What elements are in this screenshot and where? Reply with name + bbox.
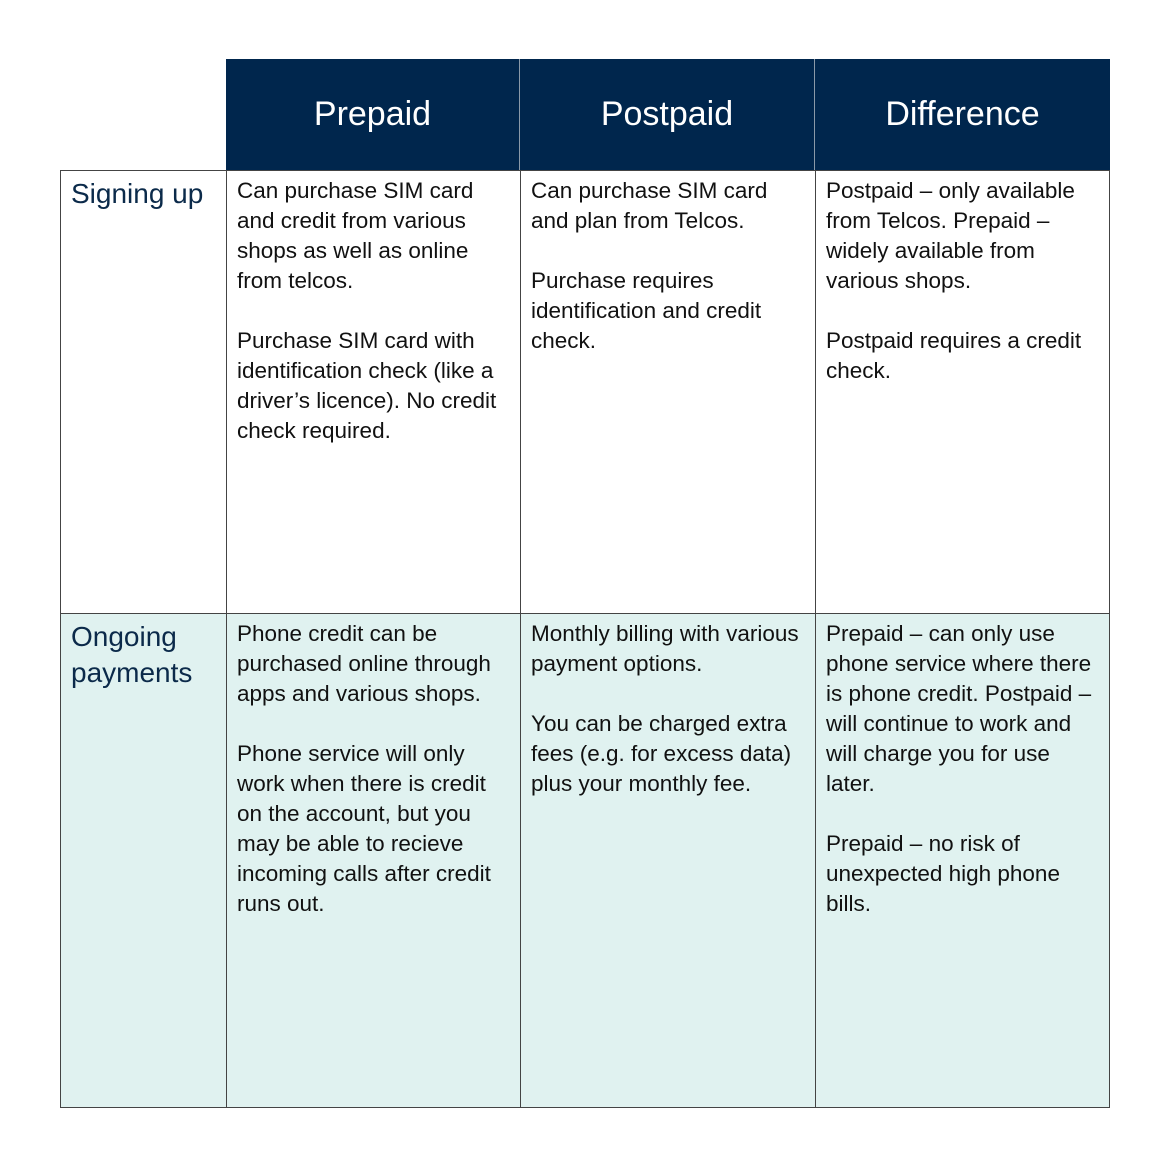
- paragraph: Postpaid – only available from Telcos. Prepaid – widely available from various shops.: [826, 178, 1075, 293]
- row-label-ongoing-payments: [60, 613, 226, 1108]
- cell-signing-up-prepaid: [226, 170, 520, 613]
- paragraph: Postpaid requires a credit check.: [826, 328, 1082, 383]
- header-difference: [815, 59, 1110, 170]
- cell-ongoing-difference: [815, 613, 1110, 1108]
- comparison-table: [60, 59, 1110, 1108]
- paragraph: Phone credit can be purchased online through apps and various shops.: [237, 621, 491, 706]
- header-difference-label: Difference: [885, 95, 1040, 133]
- paragraph: Purchase requires identification and credit check.: [531, 268, 762, 353]
- paragraph: Can purchase SIM card and credit from various shops as well as online from telcos.: [237, 178, 474, 293]
- cell-signing-up-postpaid: [520, 170, 815, 613]
- paragraph: Prepaid – can only use phone service where there is phone credit. Postpaid – will continue to work and will charge you for use later.: [826, 621, 1092, 796]
- row-label-text: Signing up: [71, 178, 204, 209]
- paragraph: Phone service will only work when there is credit on the account, but you may be able to recieve incoming calls after credit runs out.: [237, 741, 491, 916]
- header-postpaid-label: Postpaid: [600, 95, 734, 133]
- paragraph: You can be charged extra fees (e.g. for excess data) plus your monthly fee.: [531, 711, 792, 796]
- header-postpaid: [520, 59, 815, 170]
- paragraph: Purchase SIM card with identification check (like a driver’s licence). No credit check required.: [237, 328, 497, 443]
- header-prepaid: [226, 59, 520, 170]
- paragraph: Monthly billing with various payment options.: [531, 621, 799, 676]
- cell-ongoing-prepaid: [226, 613, 520, 1108]
- header-prepaid-label: Prepaid: [313, 95, 432, 133]
- paragraph: Can purchase SIM card and plan from Telcos.: [531, 178, 768, 233]
- cell-ongoing-postpaid: [520, 613, 815, 1108]
- paragraph: Prepaid – no risk of unexpected high phone bills.: [826, 831, 1060, 916]
- cell-signing-up-difference: [815, 170, 1110, 613]
- row-label-signing-up: [60, 170, 226, 613]
- row-label-text: Ongoing payments: [71, 621, 193, 688]
